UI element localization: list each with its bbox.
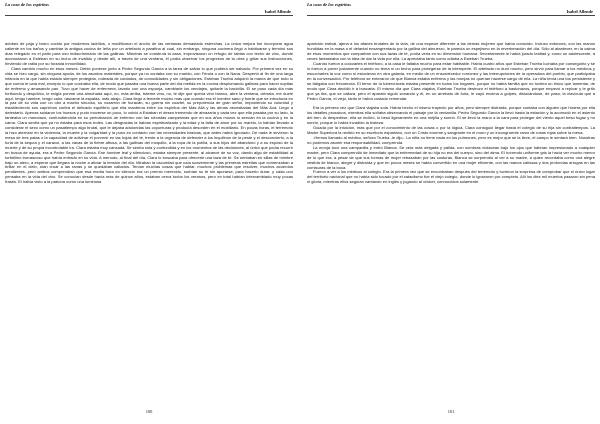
page-number: 101 — [447, 409, 455, 414]
running-header — [307, 2, 595, 7]
header-rule — [307, 15, 595, 16]
paragraph: La monja tocó una campanilla y entró Blanca. Se veía más delgada y pálida, con sombras violáceas bajo los ojos que habrían impresionado a cualquier madre, pero Clara comprendió de inmediato que la enfermedad de su hija no era del cuerpo, sino del alma. El horrendo uniforme gris la hacía ver mucho menor de lo que era, a pesar de que sus formas de mujer rebasaban por las costuras. Blanca se sorprendió al ver a su madre, a quien recordaba como una alegre vestida de blanco, alegre y distraída y que en pocos meses se había convertido en una mujer eficiente, con las manos callosas y dos profundas arrugas en las comisuras de la boca. — [307, 144, 595, 170]
author-name: Isabel Allende — [264, 9, 291, 15]
running-header — [5, 2, 293, 7]
book-title: La casa de los espíritus — [307, 2, 351, 7]
paragraph: Cuando fueron a colocarles el teléfono, a la casa le faltaba mucho para estar habitable. Había cuatro años que Esteban Trueba luchaba por conseguirlo y se lo fueron a poner justamente cuando no tenía ni un techo para protegerse de la intemperie. El artefacto no duró mucho, pero sirvió para llamar a los médicos y escucharles la voz como si estuvieran en otra galaxia, en medio de un ensordecedor ronroneo y las interrupciones de la operadora del pueblo, que participaba en la conversación. Por teléfono se enteraron de que Blanca estaba enferma y las monjas no querían hacerse cargo de ella. La niña tenía una tos persistente y se fatigaba con frecuencia. El terror de la tuberculosis estaba presente en todos los hogares, porque no había familia que no tuviera un tísico que lamentar, de modo que Clara decidió ir a buscarla. El mismo día que Clara viajaba, Esteban Trueba destrozó el teléfono a bastonazos, porque empezó a repicar y le gritó que ya iba, que se callara, pero el aparato siguió sonando y él, en un arrebato de furia, le cayó encima a golpes, dislocándose, de paso, la clavícula que a Pedro García, el viejo, tanto le había costado remendar. — [307, 61, 595, 101]
left-page — [4, 0, 294, 424]
page-number: 100 — [145, 409, 153, 414]
paragraph: aparición estival, ajena a los afanes brutales de la vida, de una especie diferente a las demás mujeres que había conocido. Incluso entonces, con las manos hundidas en la masa o el delantal ensangrentado por la gallina del almuerzo, le parecía un espejismo en la reverberación del día. Sólo al atardecer, en la calma de esos momentos que compartían con sus tazas de té, podía verla en su dimensión humana. Secretamente le había jurado lealtad y, como un adolescente, a veces fantaseaba con la idea de dar la vida por ella. La apreciaba tanto como odiaba a Esteban Trueba. — [307, 41, 595, 62]
paragraph: Guiada por la intuición, más que por el conocimiento de las cosas o por la lógica, Clara consiguió llegar hasta el colegio de su hija sin contratiempos. La Madre Superiora la recibió en su escritorio espartano, con un Cristo enorme y sangrante en el muro y un incongruente ramo de rosas rojas sobre la mesa. — [307, 125, 595, 136]
paragraph: -Hemos llamado al médico, señora Trueba -le dijo-. La niña no tiene nada en los pulmones, pero es mejor que se la lleve, el campo le sentará bien. Nosotras no podemos asumir esa responsabilidad, comprenda. — [307, 135, 595, 145]
header-rule — [5, 15, 293, 16]
paragraph: Clara cambió mucho en esos meses. Debió ponerse junto a Pedro Segundo García a la tarea de salvar lo que pudiera ser salvado. Por primera vez en su vida se hizo cargo, sin ninguna ayuda, de los asuntos materiales, porque ya no contaba con su marido, con Férula o con la Nana. Despertó al fin de una larga infancia en la que había estado siempre protegida, rodeada de cuidados, de comodidades y sin obligaciones. Esteban Trueba adquirió la manía de que todo lo que comía le caía mal, excepto lo que cocinaba ella, de modo que pasaba una buena parte del día metida en la cocina desplumando gallinas para hacer sopitas de enfermo y amasando pan. Tuvo que hacer de enfermera, lavarlo con una esponja, cambiarle los vendajes, quitarle la bacinilla. El se puso cada día más furibundo y despótico, le exigía ponme una almohada aquí, no, más arriba, tráeme vino, no, te dije que quería vino blanco, abre la ventana, ciérrala, me duele aquí, tengo hambre, tengo calor, ráscame la espalda, más abajo. Clara llegó a temerle mucho más que cuando era el hombre sano y fuerte que se introducía en la paz de su vida con un olor a macho sinuoso, su vozarrón de huracán, su guerra sin cuartel, su prepotencia de gran señor, imponiendo su voluntad y estableciendo sus caprichos contra el delicado equilibrio que ella mantenía entre los espíritus del Más Allá y las almas necesitadas del Más Acá. Llegó a detestarlo. Apenas soldaron los huesos y pudo moverse un poco, lo volvió a Estaban el deseo tremendo de abrazarla y cada vez que ella pasaba por su lado, la tanteaba un manotazo, confundiéndola en su perturbación de enfermo con las robustas campesinas que en sus años mozos lo servían en la cocina y en la cama. Clara sentía que ya no estaba para esos trotes. Las desgracias la habían espiritualizado y la edad y la falta de amor por su marido, la habían llevado a considerar el sexo como un pasatiempo algo brutal, que le dejaba adoloridas las coyunturas y producía desorden en el mobiliario. En pocas horas, el terremoto la hizo aterrizar en la violencia, la muerte y la vulgaridad y la puso en contacto con las necesidades básicas, que antes había ignorado. De nada le sirvieron la mesa de tres patas o la capacidad de adivinar el porvenir en las hojas del té, frente a la urgencia de defender a los inquilinos de la peste y el desconcierto, a la furia de la sequía y el caracol, a las vacas de la fiebre aftosa, a las gallinas del moquillo, a la ropa de la polilla, a sus hijos del abandono y a su esposo de la muerte y de su propia incontrolable ira. Clara estaba muy cansada. Se sentía sola y confundida y en los momentos de las decisiones, al único que podía recurrir en busca de ayuda, era a Pedro Segundo García. Ese hombre leal y silencioso, estaba siempre presente, al alcance de su voz, dando algo de estabilidad al torbellino borrascoso que había entrado en su vida. A menudo, al final del día, Clara lo buscaba para ofrecerle una taza de té. Se sentaban en sillas de mimbre bajo un alero, a esperar que llegara la noche a aliviar la tensión del día. Miraban la oscuridad que caía suavemente y las primeras estrellas que comenzaban a brillar en el cielo, oían croar a las ranas y se quedaban callados. Tenían muchas cosas que hablar, muchos problemas que resolver, muchos acuerdos pendientes, pero ambos comprendían que esa media hora en silencio era un premio merecido, sorbían su té sin apurarse, para hacerlo durar, y cada uno pensaba en la vida del otro. Se conocían desde hacía más de quince años, estaban cerca todos los veranos, pero en total habían intercambiado muy pocas frases. El había visto a la patrona como una luminosa — [5, 66, 293, 185]
paragraph: Fueron a ver a los médicos al colegio. Era la primera vez que se encontraban después del terremoto y tuvieron la sorpresa de comprobar que el único lugar del territorio nacional que no había sido tocado por el cataclismo fue el viejo colegio, donde lo ignoraron por completo. Allí los diez mil muertos pasaron sin pena ni gloria, mientras ellos seguían cantando en inglés y jugando al cricket, conmovidos solamente — [307, 169, 595, 185]
book-title: La casa de los espíritus — [5, 2, 49, 7]
paragraph: Era la primera vez que Clara viajaba sola. Había hecho el mismo trayecto por años, pero siempre distraída, porque contaba con alguien que hiciera por ella los detalles prosaicos, mientras ella soñaba observando el paisaje por la ventanilla. Pedro Segundo García la llevó hasta la estación y la acomodó en el asiento del tren. Al despedirse, ella se inclinó, lo besó ligeramente en una mejilla y sonrió. El se llevó la mano a la cara para proteger del viento aquel beso fugaz y no sonrió, porque lo había invadido la tristeza. — [307, 105, 595, 126]
body-text — [307, 42, 595, 185]
author-name: Isabel Allende — [566, 9, 593, 15]
right-page — [306, 0, 596, 424]
body-text — [5, 42, 293, 185]
paragraph: adobes de paja y barro cocido por modernos ladrillos, o modificaron el ancho de las ventanas demasiado estrechas. La única mejora fue incorporar agua caliente en los baños y cambiar la antigua cocina de leña por un artefacto a parafina al cual, sin embargo, ninguna cocinera llegó a habituarse y terminó sus días relegado en el patio para uso indiscriminado de las gallinas. Mientras se construía la casa, improvisaron un refugio de tablas con techo de zinc, donde acomodaron a Esteban en su lecho de inválido y desde allí, a través de una ventana, él podía observar los progresos de la obra y gritar sus instrucciones, hirviendo de rabia por su forzada inmovilidad. — [5, 41, 293, 67]
